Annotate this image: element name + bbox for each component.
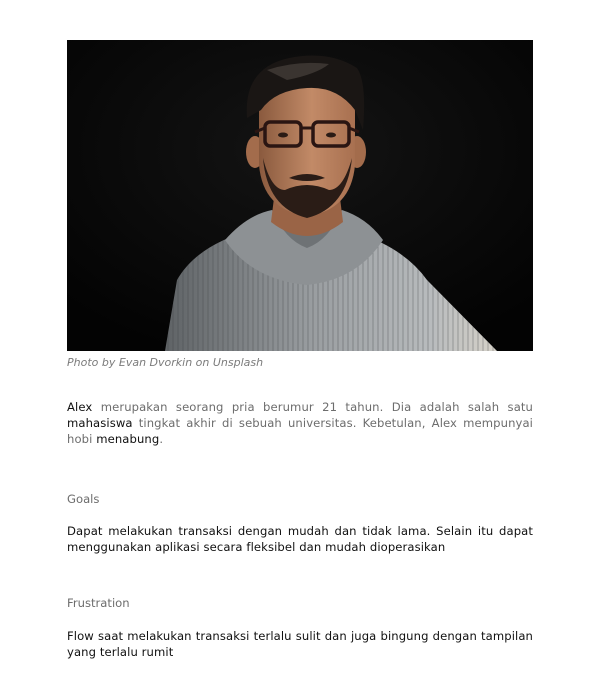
intro-text-2: tingkat akhir di sebuah universitas. Kebetulan, Alex mempunyai hobi <box>67 416 533 446</box>
intro-text-3: . <box>159 432 164 446</box>
persona-intro <box>67 399 533 447</box>
frustration-heading: Frustration <box>67 596 130 610</box>
persona-photo-illustration <box>67 40 533 351</box>
frustration-text: Flow saat melakukan transaksi terlalu sulit dan juga bingung dengan tampilan yang terlalu rumit <box>67 629 533 659</box>
persona-photo <box>67 40 533 351</box>
photo-caption: Photo by Evan Dvorkin on Unsplash <box>67 356 264 369</box>
persona-role: mahasiswa <box>67 416 133 430</box>
persona-name: Alex <box>67 400 93 414</box>
goals-text: Dapat melakukan transaksi dengan mudah dan tidak lama. Selain itu dapat menggunakan aplikasi secara fleksibel dan mudah dioperasikan <box>67 524 533 554</box>
goals-heading: Goals <box>67 492 100 506</box>
intro-text-1: merupakan seorang pria berumur 21 tahun. Dia adalah salah satu <box>92 400 533 414</box>
persona-hobby: menabung <box>96 432 160 446</box>
